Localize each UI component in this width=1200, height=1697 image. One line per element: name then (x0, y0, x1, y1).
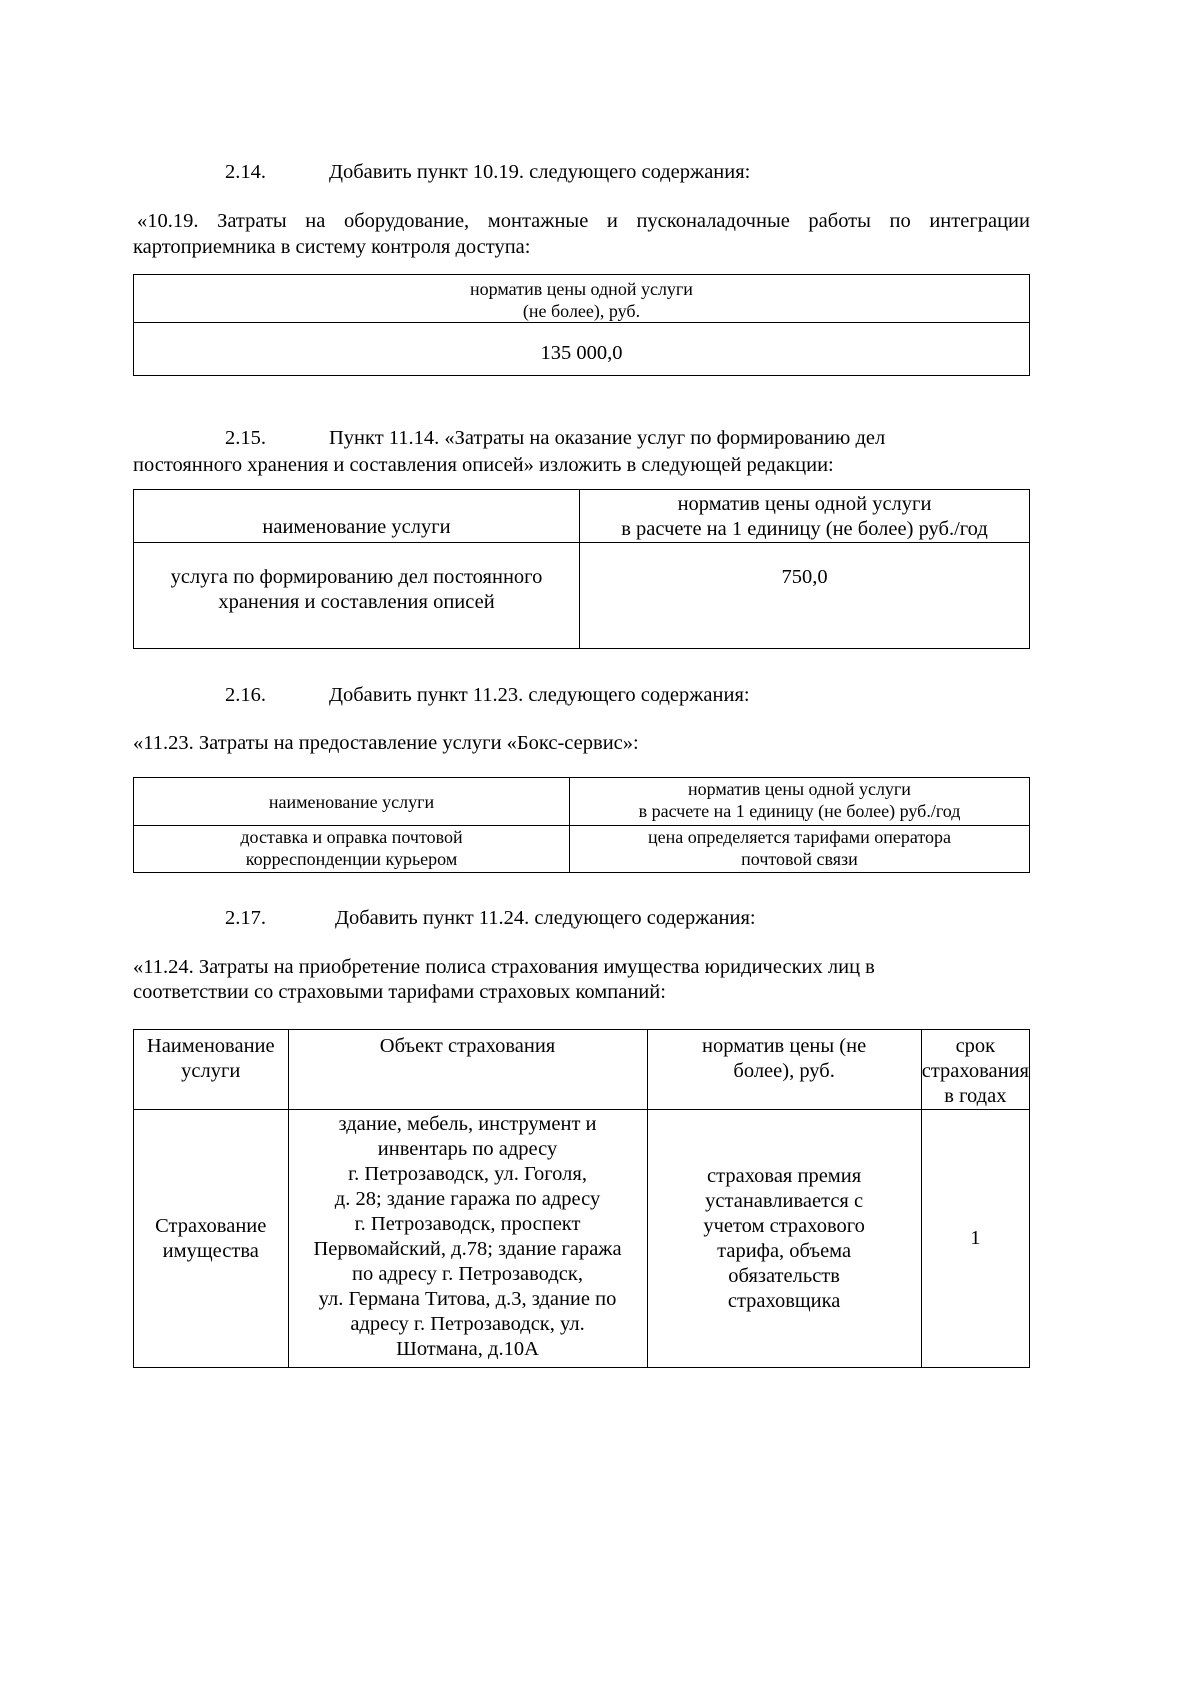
section-text: Добавить пункт 11.23. следующего содержания: (329, 684, 750, 706)
table-11-23 (133, 777, 1030, 873)
cell-line: почтовой связи (741, 849, 858, 869)
table-11-14 (133, 489, 1030, 649)
section-number: 2.17. (225, 907, 266, 929)
paragraph-line: «11.24. Затраты на приобретение полиса страхования имущества юридических лиц в (133, 956, 875, 978)
cell-line: услуга по формированию дел постоянного (170, 566, 543, 588)
cell-line: страховая премия (707, 1164, 862, 1187)
price-cell (570, 826, 1030, 873)
header-line: в расчете на 1 единицу (не более) руб./год (621, 518, 988, 540)
section-2-16 (225, 683, 750, 708)
cell-line: здание, мебель, инструмент и (338, 1113, 597, 1135)
cell-line: корреспонденции курьером (245, 849, 458, 869)
cell-line: учетом страхового (703, 1214, 865, 1237)
cell-line: цена определяется тарифами оператора (647, 827, 952, 847)
table-10-19 (133, 274, 1030, 376)
term-cell: 1 (921, 1110, 1029, 1368)
paragraph-11-24 (133, 955, 1030, 1005)
header-cell: Наименование услуги (134, 1030, 289, 1110)
header-line: норматив цены одной услуги (470, 279, 693, 299)
section-2-14 (225, 160, 750, 185)
cell-line: страховщика (727, 1289, 841, 1312)
paragraph-11-23: «11.23. Затраты на предоставление услуги «Бокс-сервис»: (133, 732, 639, 754)
section-number: 2.14. (225, 161, 266, 183)
service-cell: Страхование имущества (134, 1110, 289, 1368)
header-line: норматив цены одной услуги (677, 493, 932, 515)
header-line: в расчете на 1 единицу (не более) руб./год (638, 801, 961, 821)
cell-line: по адресу г. Петрозаводск, (352, 1263, 583, 1285)
price-cell: 750,0 (580, 543, 1030, 649)
header-cell: срок страхования в годах (921, 1030, 1029, 1110)
object-cell (288, 1110, 647, 1368)
price-cell (647, 1110, 921, 1368)
cell-line: адресу г. Петрозаводск, ул. (350, 1313, 585, 1335)
cell-line: хранения и составления описей (218, 591, 495, 613)
section-text: Добавить пункт 11.24. следующего содержания: (335, 907, 756, 929)
section-number: 2.16. (225, 684, 266, 706)
paragraph-10-19: «10.19. Затраты на оборудование, монтажные и пусконаладочные работы по интеграции картоприемника в систему контроля доступа: (133, 210, 1030, 258)
cell-line: Шотмана, д.10А (396, 1338, 539, 1360)
header-cell (134, 275, 1030, 323)
header-line: норматив цены одной услуги (688, 779, 911, 799)
cell-line: д. 28; здание гаража по адресу (334, 1188, 601, 1210)
cell-line: Первомайский, д.78; здание гаража (313, 1238, 622, 1260)
cell-line: г. Петрозаводск, ул. Гоголя, (348, 1163, 587, 1185)
cell-line: инвентарь по адресу (377, 1138, 558, 1160)
header-line: (не более), руб. (522, 301, 641, 321)
section-number: 2.15. (225, 427, 266, 449)
service-cell (134, 826, 570, 873)
header-cell: наименование услуги (134, 778, 570, 826)
cell-line: устанавливается с (705, 1189, 864, 1212)
section-text: Добавить пункт 10.19. следующего содержания: (329, 161, 751, 183)
section-text-continued: постоянного хранения и составления описей» изложить в следующей редакции: (133, 454, 834, 476)
header-cell: наименование услуги (134, 490, 580, 543)
table-11-24 (133, 1029, 1030, 1368)
section-2-17 (225, 906, 756, 931)
service-cell (134, 543, 580, 649)
cell-line: тарифа, объема (717, 1239, 852, 1262)
cell-line: г. Петрозаводск, проспект (354, 1213, 581, 1235)
header-cell: норматив цены (не более), руб. (647, 1030, 921, 1110)
section-2-15 (225, 426, 885, 451)
paragraph-line: соответствии со страховыми тарифами страховых компаний: (133, 981, 666, 1003)
header-cell: Объект страхования (288, 1030, 647, 1110)
cell-line: ул. Германа Титова, д.3, здание по (318, 1288, 617, 1310)
header-cell (580, 490, 1030, 543)
header-cell (570, 778, 1030, 826)
cell-line: доставка и оправка почтовой (240, 827, 463, 847)
cell-line: обязательств (728, 1264, 840, 1287)
section-text: Пункт 11.14. «Затраты на оказание услуг по формированию дел (329, 427, 886, 449)
value-cell: 135 000,0 (134, 323, 1030, 376)
